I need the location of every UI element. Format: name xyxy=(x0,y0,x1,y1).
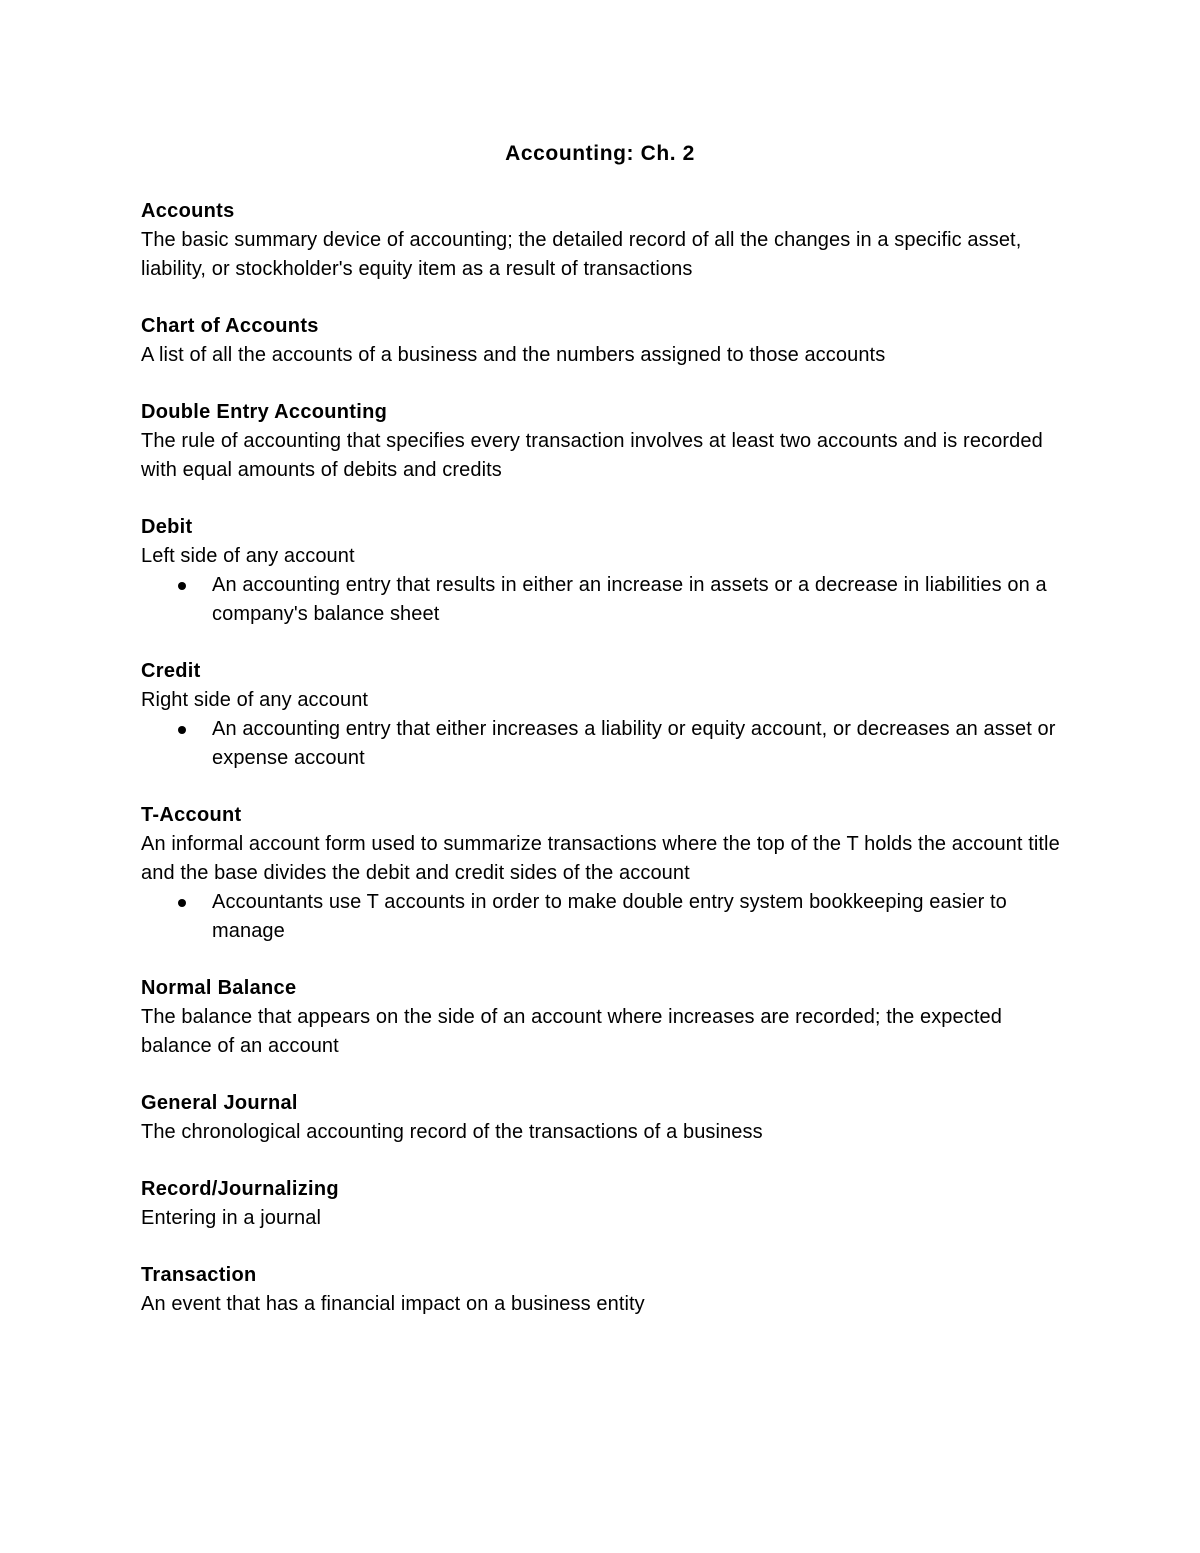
entry-definition: Entering in a journal xyxy=(141,1207,321,1229)
bullet-list xyxy=(141,571,1071,629)
glossary-list xyxy=(141,197,1071,1347)
entry-term: Chart of Accounts xyxy=(141,315,319,337)
glossary-entry-debit xyxy=(141,513,1071,629)
entry-term: Accounts xyxy=(141,200,235,222)
bullet-text: Accountants use T accounts in order to make double entry system bookkeeping easier to manage xyxy=(212,891,1007,942)
entry-term: T-Account xyxy=(141,804,242,826)
entry-term: Transaction xyxy=(141,1264,257,1286)
bullet-item xyxy=(212,715,1071,773)
entry-term: Debit xyxy=(141,516,193,538)
entry-definition: Left side of any account xyxy=(141,545,355,567)
bullet-icon xyxy=(178,899,186,907)
entry-definition: The chronological accounting record of the transactions of a business xyxy=(141,1121,763,1143)
glossary-entry-normal-balance xyxy=(141,974,1071,1061)
bullet-list xyxy=(141,888,1071,946)
entry-term: Double Entry Accounting xyxy=(141,401,388,423)
entry-definition: A list of all the accounts of a business and the numbers assigned to those accounts xyxy=(141,344,886,366)
glossary-entry-record-journalizing xyxy=(141,1175,1071,1233)
glossary-entry-t-account xyxy=(141,801,1071,946)
bullet-item xyxy=(212,571,1071,629)
bullet-icon xyxy=(178,582,186,590)
bullet-text: An accounting entry that either increases a liability or equity account, or decreases an asset or expense account xyxy=(212,718,1056,769)
entry-term: Record/Journalizing xyxy=(141,1178,339,1200)
glossary-entry-accounts xyxy=(141,197,1071,284)
entry-definition: The basic summary device of accounting; the detailed record of all the changes in a specific asset, liability, or stockholder's equity item as a result of transactions xyxy=(141,229,1022,280)
entry-definition: An informal account form used to summarize transactions where the top of the T holds the account title and the base divides the debit and credit sides of the account xyxy=(141,833,1060,884)
entry-term: Credit xyxy=(141,660,201,682)
glossary-entry-general-journal xyxy=(141,1089,1071,1147)
glossary-entry-credit xyxy=(141,657,1071,773)
bullet-icon xyxy=(178,726,186,734)
bullet-list xyxy=(141,715,1071,773)
entry-definition: The rule of accounting that specifies every transaction involves at least two accounts and is recorded with equal amounts of debits and credits xyxy=(141,430,1043,481)
bullet-item xyxy=(212,888,1071,946)
glossary-entry-double-entry-accounting xyxy=(141,398,1071,485)
entry-definition: An event that has a financial impact on a business entity xyxy=(141,1293,645,1315)
bullet-text: An accounting entry that results in either an increase in assets or a decrease in liabilities on a company's balance sheet xyxy=(212,574,1047,625)
document-title: Accounting: Ch. 2 xyxy=(505,142,695,165)
entry-term: Normal Balance xyxy=(141,977,297,999)
entry-definition: The balance that appears on the side of an account where increases are recorded; the expected balance of an account xyxy=(141,1006,1002,1057)
entry-term: General Journal xyxy=(141,1092,298,1114)
glossary-entry-transaction xyxy=(141,1261,1071,1319)
entry-definition: Right side of any account xyxy=(141,689,369,711)
glossary-entry-chart-of-accounts xyxy=(141,312,1071,370)
